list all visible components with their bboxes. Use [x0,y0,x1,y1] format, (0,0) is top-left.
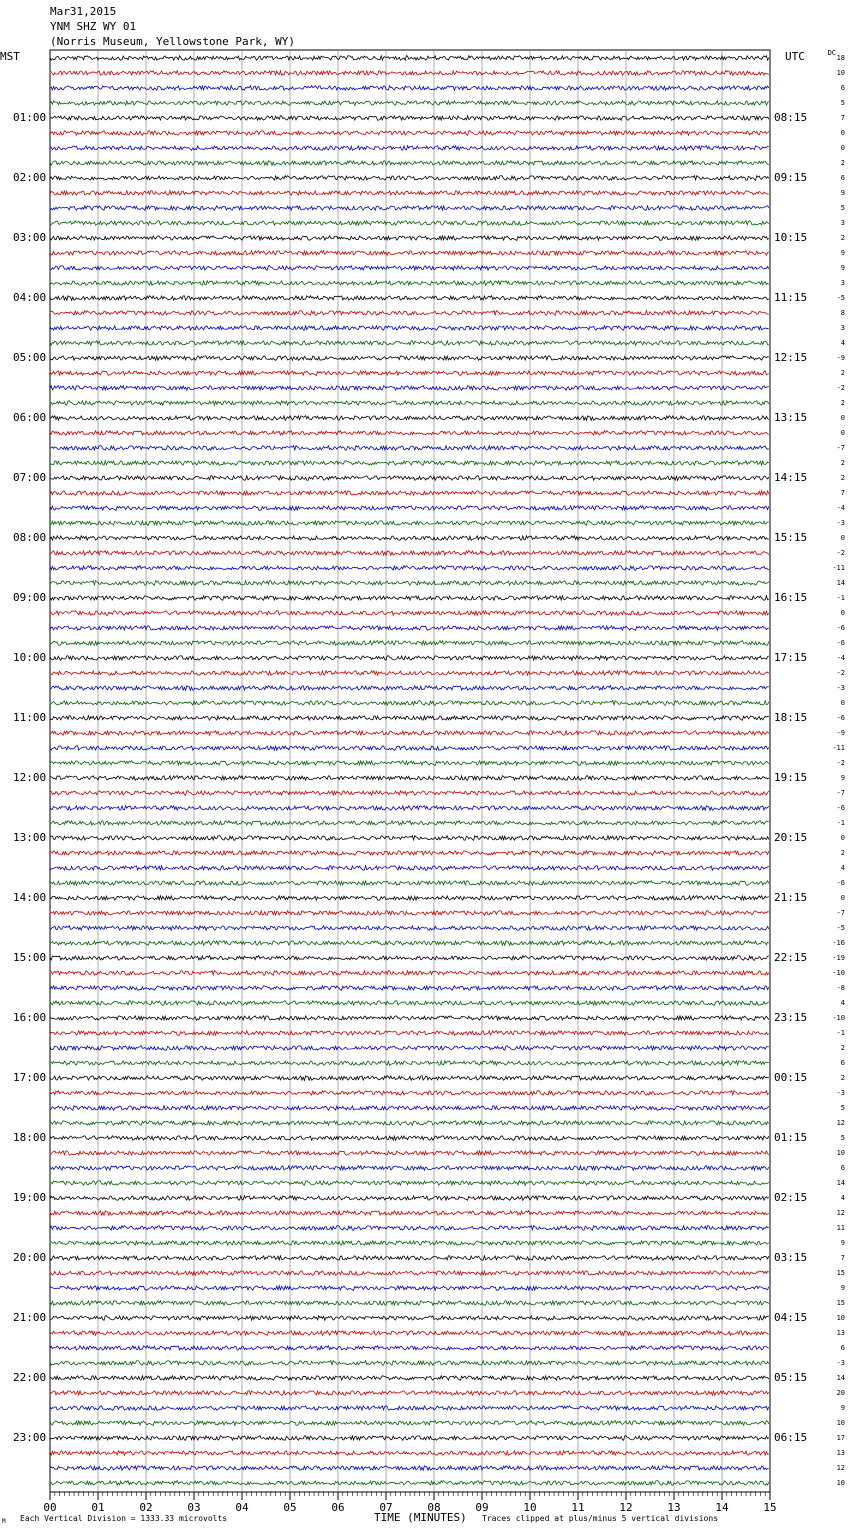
dc-offset-value: -2 [836,759,845,767]
footer-mark: M [2,1518,6,1525]
right-hour-label: 22:15 [774,951,808,964]
right-hour-label: 17:15 [774,651,808,664]
dc-offset-value: 8 [840,309,845,317]
dc-offset-value: -5 [836,924,845,932]
right-hour-label: 04:15 [774,1311,808,1324]
seismic-trace [50,971,769,976]
dc-offset-value: 9 [840,249,845,257]
seismic-trace [50,1136,769,1141]
right-hour-label: 10:15 [774,231,808,244]
dc-offset-value: 4 [840,864,845,872]
dc-offset-value: 2 [840,474,845,482]
seismic-trace [50,521,769,526]
x-tick-label: 10 [523,1501,537,1514]
seismic-trace [50,506,769,511]
left-hour-label: 22:00 [13,1371,47,1384]
dc-offset-value: -1 [836,594,845,602]
x-tick-label: 04 [235,1501,249,1514]
dc-offset-value: -3 [836,684,845,692]
dc-offset-value: -1 [836,1029,845,1037]
left-hour-label: 13:00 [13,831,47,844]
header-station: YNM SHZ WY 01 [50,20,137,33]
right-hour-label: 13:15 [774,411,808,424]
dc-offset-value: -4 [836,654,845,662]
seismic-trace [50,236,769,241]
dc-offset-value: -3 [836,519,845,527]
seismic-trace [50,671,769,676]
dc-offset-value: 13 [836,1329,845,1337]
right-hour-label: 05:15 [774,1371,808,1384]
seismic-trace [50,1211,769,1216]
seismic-trace [50,701,769,706]
seismic-trace [50,1466,769,1471]
seismic-trace [50,1076,769,1081]
dc-offset-value: 13 [836,1449,845,1457]
seismic-trace [50,1166,769,1171]
seismic-trace [50,1436,769,1441]
dc-offset-value: 0 [840,609,845,617]
seismic-trace [50,1331,769,1336]
header-date: Mar31,2015 [50,5,117,18]
seismic-trace [50,251,769,256]
dc-offset-value: 7 [840,489,845,497]
dc-offset-value: -6 [836,804,845,812]
dc-offset-value: 7 [840,114,845,122]
left-hour-label: 15:00 [13,951,47,964]
dc-offset-value: -8 [836,984,845,992]
dc-offset-value: -3 [836,1089,845,1097]
seismic-trace [50,551,769,556]
left-hour-label: 16:00 [13,1011,47,1024]
seismic-trace [50,161,769,166]
dc-offset-value: -9 [836,354,845,362]
seismic-trace [50,311,769,316]
dc-label: DC [827,49,836,57]
seismic-trace [50,1256,769,1261]
dc-offset-value: -7 [836,444,845,452]
dc-offset-value: 0 [840,129,845,137]
dc-offset-value: 2 [840,399,845,407]
left-hour-label: 10:00 [13,651,47,664]
dc-offset-value: 11 [836,1224,845,1232]
dc-offset-value: -16 [832,939,845,947]
left-hour-label: 01:00 [13,111,47,124]
dc-offset-value: -10 [832,969,845,977]
dc-offset-value: 15 [836,1269,845,1277]
dc-offset-value: -9 [836,729,845,737]
seismic-trace [50,776,769,781]
seismic-trace [50,341,769,346]
seismic-trace [50,191,769,196]
left-hour-label: 12:00 [13,771,47,784]
right-timezone-label: UTC [785,50,805,63]
seismic-trace [50,1001,769,1006]
dc-offset-value: 14 [836,579,845,587]
seismic-trace [50,881,769,886]
right-hour-label: 09:15 [774,171,808,184]
dc-offset-value: 4 [840,999,845,1007]
seismic-trace [50,1061,769,1066]
seismic-trace [50,686,769,691]
dc-offset-value: -11 [832,744,845,752]
dc-offset-value: 2 [840,459,845,467]
dc-offset-value: 10 [836,1419,845,1427]
seismic-trace [50,56,769,61]
seismic-trace [50,1031,769,1036]
dc-offset-value: 2 [840,1044,845,1052]
dc-offset-value: 5 [840,99,845,107]
seismic-trace [50,386,769,391]
left-hour-label: 23:00 [13,1431,47,1444]
seismic-trace [50,851,769,856]
right-hour-label: 06:15 [774,1431,808,1444]
dc-offset-value: 2 [840,1074,845,1082]
seismic-trace [50,1316,769,1321]
dc-offset-value: 12 [836,1209,845,1217]
dc-offset-value: 0 [840,834,845,842]
x-tick-label: 14 [715,1501,729,1514]
dc-offset-value: -5 [836,294,845,302]
dc-offset-value: 3 [840,324,845,332]
right-hour-label: 14:15 [774,471,808,484]
dc-offset-value: 10 [836,1149,845,1157]
right-hour-label: 12:15 [774,351,808,364]
dc-offset-value: 2 [840,849,845,857]
dc-offset-value: 9 [840,264,845,272]
dc-offset-value: 9 [840,1404,845,1412]
left-hour-label: 09:00 [13,591,47,604]
dc-offset-value: 4 [840,1194,845,1202]
left-hour-label: 14:00 [13,891,47,904]
seismic-trace [50,1406,769,1411]
dc-offset-value: -6 [836,879,845,887]
seismic-trace [50,461,769,466]
dc-offset-value: -7 [836,789,845,797]
seismic-trace [50,1481,769,1486]
seismic-trace [50,656,769,661]
seismic-trace [50,941,769,946]
dc-offset-value: 10 [836,69,845,77]
x-tick-label: 08 [427,1501,441,1514]
seismic-trace [50,401,769,406]
dc-offset-value: 0 [840,414,845,422]
seismic-trace [50,1151,769,1156]
seismic-trace [50,101,769,106]
dc-offset-value: 9 [840,1239,845,1247]
left-hour-label: 08:00 [13,531,47,544]
seismic-trace [50,866,769,871]
seismic-trace [50,1301,769,1306]
seismic-trace [50,911,769,916]
dc-offset-value: 17 [836,1434,845,1442]
seismic-trace [50,1046,769,1051]
seismic-trace [50,791,769,796]
seismic-trace [50,206,769,211]
seismic-trace [50,131,769,136]
left-hour-label: 02:00 [13,171,47,184]
dc-offset-value: 4 [840,339,845,347]
left-hour-label: 05:00 [13,351,47,364]
seismic-trace [50,1181,769,1186]
dc-offset-value: -2 [836,549,845,557]
seismic-trace [50,146,769,151]
dc-offset-value: -6 [836,624,845,632]
x-tick-label: 02 [139,1501,153,1514]
dc-offset-value: 12 [836,1119,845,1127]
right-hour-label: 03:15 [774,1251,808,1264]
dc-offset-value: -10 [832,1014,845,1022]
dc-offset-value: 0 [840,429,845,437]
left-hour-label: 19:00 [13,1191,47,1204]
left-hour-label: 11:00 [13,711,47,724]
seismic-trace [50,1391,769,1396]
dc-offset-value: 14 [836,1374,845,1382]
dc-offset-value: 10 [836,1314,845,1322]
seismic-trace [50,1346,769,1351]
left-timezone-label: MST [0,50,20,63]
seismic-trace [50,731,769,736]
dc-offset-value: 20 [836,1389,845,1397]
left-hour-label: 21:00 [13,1311,47,1324]
x-tick-label: 01 [91,1501,105,1514]
seismic-trace [50,266,769,271]
right-hour-label: 23:15 [774,1011,808,1024]
left-hour-label: 04:00 [13,291,47,304]
seismic-trace [50,806,769,811]
seismic-trace [50,71,769,76]
seismic-trace [50,626,769,631]
left-hour-label: 17:00 [13,1071,47,1084]
dc-offset-value: -4 [836,504,845,512]
dc-offset-value: -2 [836,384,845,392]
dc-offset-value: 2 [840,159,845,167]
left-hour-label: 20:00 [13,1251,47,1264]
dc-offset-value: -3 [836,1359,845,1367]
dc-offset-value: 6 [840,1344,845,1352]
dc-offset-value: 12 [836,1464,845,1472]
seismic-trace [50,281,769,286]
dc-offset-value: -6 [836,714,845,722]
left-hour-label: 18:00 [13,1131,47,1144]
right-hour-label: 00:15 [774,1071,808,1084]
seismic-trace [50,641,769,646]
dc-offset-value: 0 [840,894,845,902]
dc-offset-value: 3 [840,219,845,227]
right-hour-label: 20:15 [774,831,808,844]
seismic-trace [50,821,769,826]
seismic-trace [50,1421,769,1426]
seismic-trace [50,356,769,361]
footer-scale: Each Vertical Division = 1333.33 microvolts [20,1514,228,1523]
seismic-trace [50,1241,769,1246]
x-tick-label: 00 [43,1501,57,1514]
x-axis-title: TIME (MINUTES) [374,1511,467,1524]
dc-offset-value: 10 [836,1479,845,1487]
right-hour-label: 02:15 [774,1191,808,1204]
seismic-trace [50,1106,769,1111]
x-tick-label: 12 [619,1501,633,1514]
x-tick-label: 09 [475,1501,489,1514]
seismic-trace [50,1286,769,1291]
seismic-trace [50,1091,769,1096]
x-tick-label: 06 [331,1501,345,1514]
seismic-trace [50,1451,769,1456]
right-hour-label: 01:15 [774,1131,808,1144]
dc-offset-value: 2 [840,369,845,377]
seismic-trace [50,1376,769,1381]
seismic-trace [50,1361,769,1366]
seismic-trace [50,1121,769,1126]
seismic-trace [50,716,769,721]
x-tick-label: 13 [667,1501,681,1514]
dc-offset-value: 6 [840,84,845,92]
dc-offset-value: -7 [836,909,845,917]
x-tick-label: 07 [379,1501,393,1514]
footer-clip: Traces clipped at plus/minus 5 vertical divisions [482,1514,719,1523]
seismic-trace [50,1196,769,1201]
seismic-trace [50,476,769,481]
dc-offset-value: 9 [840,189,845,197]
dc-offset-value: 9 [840,774,845,782]
dc-offset-value: 0 [840,699,845,707]
right-hour-label: 21:15 [774,891,808,904]
seismic-trace [50,491,769,496]
seismic-trace [50,86,769,91]
x-tick-label: 05 [283,1501,297,1514]
dc-offset-value: -6 [836,639,845,647]
seismic-trace [50,566,769,571]
dc-offset-value: 3 [840,279,845,287]
dc-offset-value: 0 [840,144,845,152]
seismic-trace [50,986,769,991]
dc-offset-value: -11 [832,564,845,572]
right-hour-label: 18:15 [774,711,808,724]
left-hour-label: 03:00 [13,231,47,244]
right-hour-label: 08:15 [774,111,808,124]
seismic-trace [50,761,769,766]
seismic-trace [50,1271,769,1276]
seismic-trace [50,431,769,436]
seismic-trace [50,926,769,931]
dc-offset-value: 5 [840,1134,845,1142]
dc-offset-value: 6 [840,1059,845,1067]
seismic-trace [50,1016,769,1021]
seismic-trace [50,611,769,616]
right-hour-label: 11:15 [774,291,808,304]
seismic-trace [50,746,769,751]
dc-offset-value: 18 [836,54,845,62]
dc-offset-value: -1 [836,819,845,827]
seismic-trace [50,221,769,226]
dc-offset-value: 15 [836,1299,845,1307]
x-tick-label: 11 [571,1501,585,1514]
seismic-trace [50,536,769,541]
seismic-trace [50,446,769,451]
dc-offset-value: -19 [832,954,845,962]
dc-offset-value: 9 [840,1284,845,1292]
seismic-trace [50,176,769,181]
seismic-trace [50,956,769,961]
x-tick-label: 15 [763,1501,777,1514]
seismic-trace [50,326,769,331]
dc-offset-value: 5 [840,1104,845,1112]
seismic-trace [50,116,769,120]
dc-offset-value: -2 [836,669,845,677]
dc-offset-value: 14 [836,1179,845,1187]
seismic-trace [50,371,769,376]
dc-offset-value: 7 [840,1254,845,1262]
seismic-trace [50,581,769,586]
dc-offset-value: 6 [840,174,845,182]
dc-offset-value: 5 [840,204,845,212]
dc-offset-value: 6 [840,1164,845,1172]
seismic-trace [50,1226,769,1231]
seismic-trace [50,296,769,301]
right-hour-label: 15:15 [774,531,808,544]
right-hour-label: 16:15 [774,591,808,604]
header-location: (Norris Museum, Yellowstone Park, WY) [50,35,296,48]
seismic-trace [50,896,769,901]
dc-offset-value: 2 [840,234,845,242]
seismic-trace [50,596,769,601]
dc-offset-value: 0 [840,534,845,542]
left-hour-label: 07:00 [13,471,47,484]
left-hour-label: 06:00 [13,411,47,424]
x-tick-label: 03 [187,1501,201,1514]
right-hour-label: 19:15 [774,771,808,784]
seismic-trace [50,836,769,841]
seismic-trace [50,416,769,421]
